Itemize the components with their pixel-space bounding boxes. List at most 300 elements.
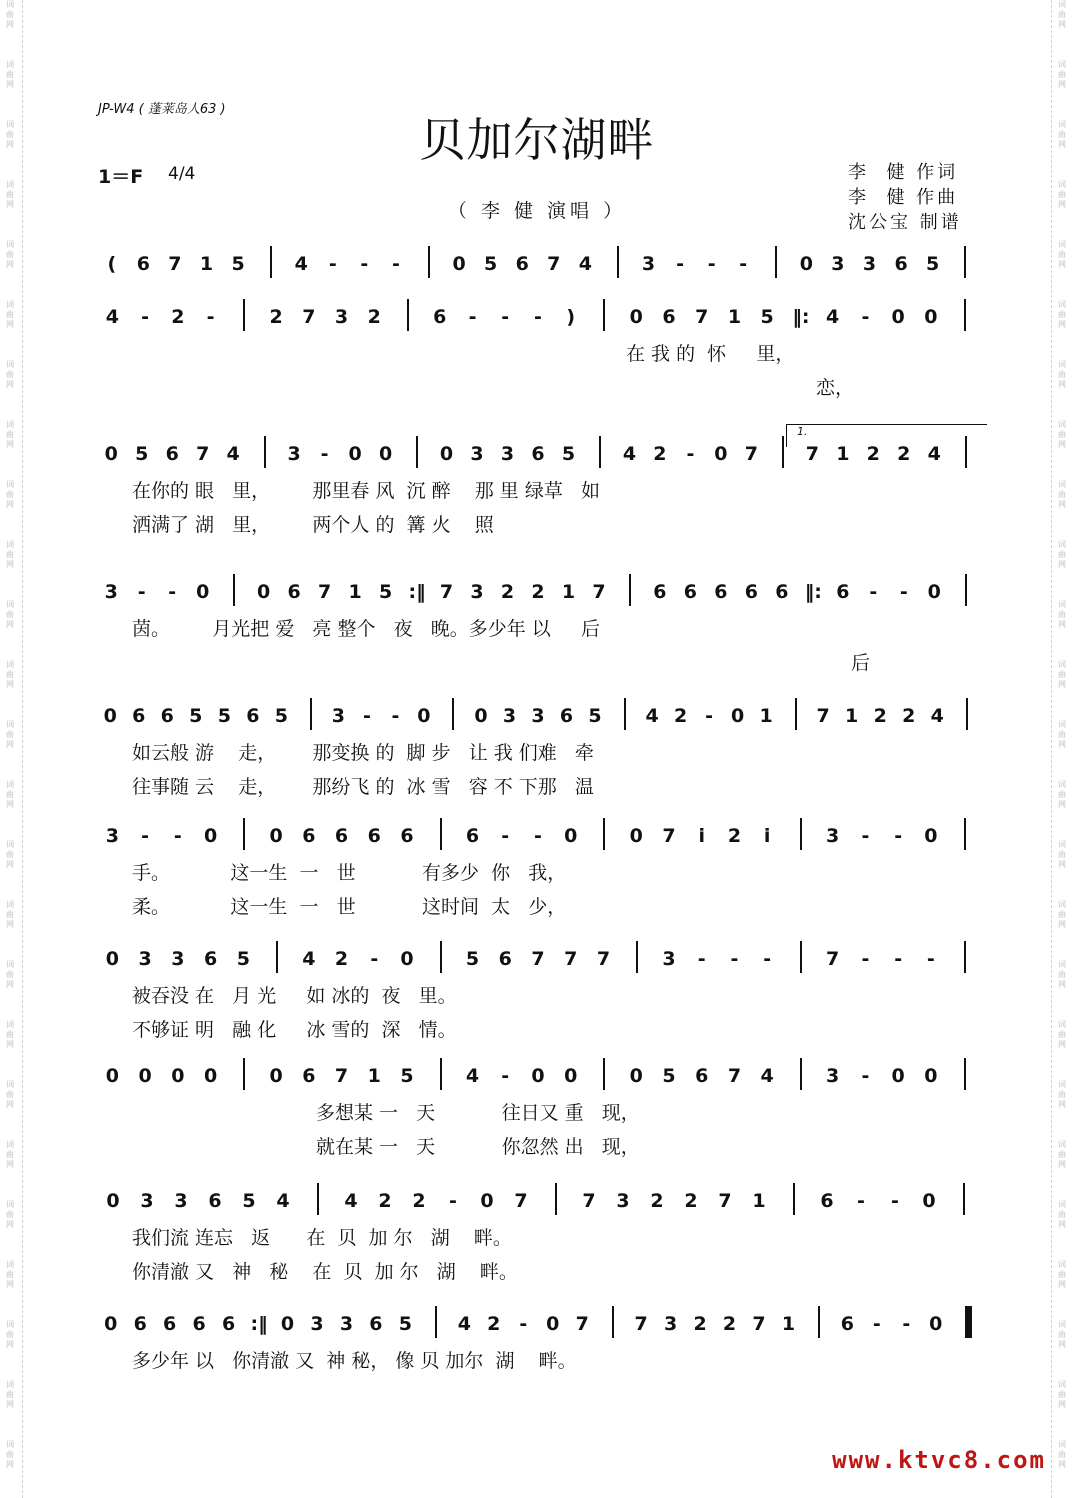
note-token: 2 xyxy=(727,825,742,847)
watermark-text: 词 曲 网 xyxy=(6,540,14,569)
note-token: 4 xyxy=(622,443,637,465)
note-token: 2 xyxy=(378,1190,392,1212)
note-token: 6 xyxy=(775,581,789,603)
note-token: 6 xyxy=(714,581,728,603)
note-token: 6 xyxy=(683,581,698,603)
note-token: 5 xyxy=(378,581,393,603)
watermark-text: 词 曲 网 xyxy=(1058,1020,1066,1049)
watermark-text: 词 曲 网 xyxy=(6,1320,14,1349)
barline xyxy=(603,299,605,331)
watermark-text: 词 曲 网 xyxy=(6,1140,14,1169)
lyric-line: 往事随 云 走， 那纷飞 的 冰 雪 容 不 下那 温 xyxy=(132,776,594,798)
watermark-text: 词 曲 网 xyxy=(1058,960,1066,989)
watermark-text: 词 曲 网 xyxy=(6,480,14,509)
note-token: 0 xyxy=(103,705,117,727)
barline xyxy=(243,818,245,850)
note-token: 0 xyxy=(799,253,813,275)
watermark-text: 词 曲 网 xyxy=(6,960,14,989)
note-token: 3 xyxy=(470,581,484,603)
watermark-text: 词 曲 网 xyxy=(6,120,14,149)
barline xyxy=(964,246,966,278)
note-token: 7 xyxy=(744,443,758,465)
watermark-text: 词 曲 网 xyxy=(6,1020,14,1049)
watermark-text: 词 曲 网 xyxy=(1058,1260,1066,1289)
barline xyxy=(964,1058,966,1090)
note-token: 3 xyxy=(502,705,517,727)
note-token: 0 xyxy=(924,825,938,847)
note-token: 5 xyxy=(588,705,602,727)
note-token: 6 xyxy=(433,306,447,328)
note-token: ) xyxy=(566,306,576,328)
note-token: 0 xyxy=(531,1065,545,1087)
note-token: i xyxy=(763,825,771,847)
note-token: 0 xyxy=(269,825,283,847)
watermark-text: 词 曲 网 xyxy=(6,420,14,449)
note-token: 7 xyxy=(826,948,840,970)
note-token: 5 xyxy=(274,705,288,727)
lyric-line: 如云般 游 走， 那变换 的 脚 步 让 我 们难 牵 xyxy=(132,742,594,764)
note-token: - xyxy=(730,948,739,970)
barline xyxy=(963,1183,965,1215)
note-token: 1 xyxy=(752,1190,766,1212)
song-title: 贝加尔湖畔 xyxy=(419,113,655,167)
note-token: - xyxy=(501,306,510,328)
barline xyxy=(612,1306,614,1338)
note-token: 6 xyxy=(840,1313,854,1335)
note-token: - xyxy=(362,705,371,727)
note-token: 7 xyxy=(592,581,606,603)
note-token: 0 xyxy=(891,306,905,328)
note-token: 1 xyxy=(199,253,214,275)
note-token: 3 xyxy=(171,948,185,970)
watermark-text: 词 曲 网 xyxy=(6,180,14,209)
note-token: 7 xyxy=(168,253,182,275)
note-token: - xyxy=(705,705,714,727)
note-token: - xyxy=(894,825,903,847)
lyric-line: 就在某 一 天 你忽然 出 现， xyxy=(316,1136,640,1158)
note-token: 4 xyxy=(226,443,240,465)
watermark-text: 词 曲 网 xyxy=(1058,180,1066,209)
note-token: 1 xyxy=(845,705,859,727)
note-token: i xyxy=(698,825,705,847)
note-token: - xyxy=(370,948,379,970)
barline xyxy=(964,941,966,973)
note-token: - xyxy=(141,306,150,328)
watermark-text: 词 曲 网 xyxy=(6,0,14,29)
note-token: 3 xyxy=(105,825,119,847)
note-token: - xyxy=(861,1065,870,1087)
note-token: - xyxy=(697,948,706,970)
notes-row xyxy=(96,822,980,856)
lyric-line: 茵。 月光把 爱 亮 整个 夜 晚。多少年 以 后 xyxy=(132,618,600,640)
watermark-text: 词 曲 网 xyxy=(6,360,14,389)
note-token: 6 xyxy=(515,253,529,275)
note-token: 4 xyxy=(344,1190,358,1212)
note-token: 5 xyxy=(217,705,231,727)
score-code: JP-W4 ( 蓬莱岛人63 ) xyxy=(98,102,226,117)
credits xyxy=(848,160,962,235)
note-token: 2 xyxy=(897,443,911,465)
note-token: - xyxy=(534,825,542,847)
note-token: 0 xyxy=(730,705,745,727)
note-token: 3 xyxy=(140,1190,154,1212)
site-watermark: www.ktvc8.com xyxy=(832,1446,1046,1474)
note-token: 6 xyxy=(160,705,174,727)
note-token: 2 xyxy=(866,443,880,465)
lyric-line: 被吞没 在 月 光 如 冰的 夜 里。 xyxy=(132,985,457,1007)
note-token: 0 xyxy=(924,306,938,328)
barline xyxy=(603,818,605,850)
lyric-line: 柔。 这一生 一 世 这时间 太 少， xyxy=(132,896,567,918)
note-token: - xyxy=(891,1190,899,1212)
watermark-text: 词 曲 网 xyxy=(1058,600,1066,629)
lyric-line: 多少年 以 你清澈 又 神 秘， 像 贝 加尔 湖 畔。 xyxy=(132,1350,577,1372)
note-token: - xyxy=(168,581,177,603)
note-token: 3 xyxy=(310,1313,324,1335)
note-token: 6 xyxy=(302,825,316,847)
note-token: :‖ xyxy=(250,1313,268,1335)
note-token: - xyxy=(861,306,870,328)
watermark-text: 词 曲 网 xyxy=(1058,420,1066,449)
note-token: 7 xyxy=(695,306,709,328)
note-token: 7 xyxy=(596,948,611,970)
barline xyxy=(264,436,266,468)
note-token: 5 xyxy=(242,1190,256,1212)
note-token: 2 xyxy=(673,705,688,727)
note-token: 4 xyxy=(465,1065,480,1087)
note-token: 3 xyxy=(104,581,118,603)
lyric-line: 洒满了 湖 里， 两个人 的 篝 火 照 xyxy=(132,514,494,536)
watermark-text: 词 曲 网 xyxy=(1058,840,1066,869)
note-token: 3 xyxy=(862,253,877,275)
barline xyxy=(800,1058,802,1090)
note-token: 0 xyxy=(417,705,431,727)
watermark-text: 词 曲 网 xyxy=(1058,60,1066,89)
notes-row xyxy=(96,945,980,979)
note-token: 1 xyxy=(561,581,576,603)
barline xyxy=(435,1306,437,1338)
barline xyxy=(800,941,802,973)
note-token: 6 xyxy=(132,705,146,727)
note-token: - xyxy=(360,253,369,275)
watermark-text: 词 曲 网 xyxy=(1058,480,1066,509)
note-token: 6 xyxy=(369,1313,383,1335)
note-token: 6 xyxy=(287,581,301,603)
note-token: 4 xyxy=(645,705,659,727)
watermark-text: 词 曲 网 xyxy=(6,60,14,89)
note-token: - xyxy=(468,306,477,328)
note-token: - xyxy=(894,948,903,970)
note-token: 7 xyxy=(302,306,316,328)
barline xyxy=(818,1306,820,1338)
note-token: 5 xyxy=(484,253,498,275)
note-token: 7 xyxy=(575,1313,589,1335)
note-token: 6 xyxy=(695,1065,709,1087)
note-token: 6 xyxy=(820,1190,834,1212)
barline xyxy=(555,1183,557,1215)
barline xyxy=(964,299,966,331)
note-token: - xyxy=(501,825,510,847)
note-token: 2 xyxy=(269,306,283,328)
note-token: 0 xyxy=(564,825,578,847)
barline xyxy=(617,246,619,278)
note-token: 6 xyxy=(136,253,150,275)
note-token: 0 xyxy=(474,705,488,727)
note-token: 2 xyxy=(487,1313,501,1335)
watermark-text: 词 曲 网 xyxy=(6,600,14,629)
note-token: 6 xyxy=(334,825,349,847)
note-token: 4 xyxy=(927,443,941,465)
barline xyxy=(964,818,966,850)
note-token: 0 xyxy=(922,1190,936,1212)
note-token: 7 xyxy=(514,1190,528,1212)
note-token: 6 xyxy=(246,705,260,727)
barline xyxy=(440,818,442,850)
notes-row xyxy=(96,303,980,337)
note-token: 0 xyxy=(203,825,218,847)
note-token: 3 xyxy=(500,443,515,465)
barline xyxy=(800,818,802,850)
note-token: - xyxy=(141,825,150,847)
note-token: 3 xyxy=(826,1065,840,1087)
note-token: 0 xyxy=(104,1313,118,1335)
note-token: 6 xyxy=(165,443,179,465)
note-token: - xyxy=(391,705,400,727)
note-token: - xyxy=(328,253,337,275)
note-token: - xyxy=(501,1065,510,1087)
note-token: 6 xyxy=(559,705,574,727)
note-token: 0 xyxy=(629,825,643,847)
note-token: 6 xyxy=(400,825,414,847)
note-token: 3 xyxy=(138,948,152,970)
note-token: 0 xyxy=(203,1065,218,1087)
note-token: - xyxy=(173,825,182,847)
note-token: 0 xyxy=(257,581,271,603)
note-token: 5 xyxy=(662,1065,676,1087)
barline xyxy=(636,941,638,973)
lyric-line: 你清澈 又 神 秘 在 贝 加 尔 湖 畔。 xyxy=(132,1261,518,1283)
note-token: - xyxy=(449,1190,457,1212)
note-token: 2 xyxy=(500,581,515,603)
note-token: 2 xyxy=(367,306,381,328)
note-token: 7 xyxy=(718,1190,732,1212)
note-token: 1 xyxy=(727,306,742,328)
watermark-text: 词 曲 网 xyxy=(6,1260,14,1289)
note-token: 3 xyxy=(531,705,545,727)
note-token: 4 xyxy=(826,306,840,328)
barline xyxy=(599,436,601,468)
note-token: 1 xyxy=(759,705,773,727)
watermark-text: 词 曲 网 xyxy=(6,1080,14,1109)
note-token: - xyxy=(763,948,772,970)
watermark-text: 词 曲 网 xyxy=(1058,1320,1066,1349)
note-token: - xyxy=(391,253,400,275)
note-token: ( xyxy=(107,253,117,275)
note-token: 7 xyxy=(317,581,332,603)
watermark-text: 词 曲 网 xyxy=(6,1380,14,1409)
credit-lyricist: 李 健 作词 xyxy=(848,162,959,183)
barline xyxy=(317,1183,319,1215)
note-token: 4 xyxy=(276,1190,290,1212)
note-token: 5 xyxy=(189,705,203,727)
note-token: 2 xyxy=(693,1313,707,1335)
note-token: 0 xyxy=(564,1065,578,1087)
note-token: 7 xyxy=(196,443,210,465)
note-token: 6 xyxy=(744,581,758,603)
note-token: 5 xyxy=(236,948,250,970)
note-token: 2 xyxy=(902,705,916,727)
watermark-text: 词 曲 网 xyxy=(6,240,14,269)
note-token: 7 xyxy=(439,581,454,603)
notes-row xyxy=(96,250,980,284)
note-token: 0 xyxy=(348,443,362,465)
barline xyxy=(243,299,245,331)
note-token: 0 xyxy=(138,1065,152,1087)
watermark-text: 词 曲 网 xyxy=(1058,660,1066,689)
barline xyxy=(966,698,968,730)
note-token: 0 xyxy=(924,1065,938,1087)
note-token: 3 xyxy=(826,825,840,847)
watermark-text: 词 曲 网 xyxy=(1058,1380,1066,1409)
notes-row xyxy=(96,702,980,736)
volta-bracket: 1. xyxy=(786,424,987,447)
barline xyxy=(407,299,409,331)
barline xyxy=(775,246,777,278)
note-token: 5 xyxy=(561,443,576,465)
note-token: 0 xyxy=(280,1313,295,1335)
note-token: 1 xyxy=(348,581,362,603)
note-token: 6 xyxy=(836,581,850,603)
note-token: 3 xyxy=(339,1313,354,1335)
watermark-text: 词 曲 网 xyxy=(1058,1200,1066,1229)
note-token: - xyxy=(869,581,878,603)
note-token: 2 xyxy=(531,581,545,603)
note-token: 0 xyxy=(891,1065,905,1087)
watermark-text: 词 曲 网 xyxy=(6,660,14,689)
note-token: 0 xyxy=(629,306,643,328)
note-token: 7 xyxy=(582,1190,596,1212)
barline xyxy=(233,574,235,606)
note-token: 6 xyxy=(221,1313,236,1335)
key-signature: 1＝F xyxy=(98,166,144,188)
note-token: 5 xyxy=(760,306,774,328)
note-token: 5 xyxy=(231,253,245,275)
note-token: 2 xyxy=(650,1190,664,1212)
note-token: 0 xyxy=(105,948,119,970)
note-token: 4 xyxy=(930,705,944,727)
note-token: 6 xyxy=(894,253,908,275)
note-token: 0 xyxy=(104,443,118,465)
note-token: 7 xyxy=(662,825,676,847)
note-token: 6 xyxy=(367,825,381,847)
note-token: 5 xyxy=(135,443,149,465)
barline xyxy=(603,1058,605,1090)
note-token: :‖ xyxy=(408,581,426,603)
note-token: - xyxy=(320,443,329,465)
note-token: 2 xyxy=(722,1313,737,1335)
watermark-text: 词 曲 网 xyxy=(1058,780,1066,809)
note-token: 7 xyxy=(634,1313,648,1335)
watermark-text: 词 曲 网 xyxy=(6,720,14,749)
note-token: - xyxy=(739,253,748,275)
right-watermark-strip xyxy=(1051,0,1074,1498)
barline xyxy=(270,246,272,278)
note-token: 1 xyxy=(367,1065,381,1087)
barline xyxy=(243,1058,245,1090)
note-token: 2 xyxy=(684,1190,698,1212)
note-token: - xyxy=(206,306,215,328)
note-token: 7 xyxy=(531,948,545,970)
note-token: 0 xyxy=(546,1313,560,1335)
note-token: 4 xyxy=(302,948,316,970)
watermark-text: 词 曲 网 xyxy=(6,780,14,809)
watermark-text: 词 曲 网 xyxy=(1058,120,1066,149)
note-token: - xyxy=(137,581,146,603)
watermark-text: 词 曲 网 xyxy=(1058,300,1066,329)
note-token: 2 xyxy=(334,948,349,970)
note-token: 6 xyxy=(208,1190,222,1212)
lyric-line: 我们流 连忘 返 在 贝 加 尔 湖 畔。 xyxy=(132,1227,512,1249)
note-token: 1 xyxy=(836,443,850,465)
note-token: 6 xyxy=(498,948,512,970)
watermark-text: 词 曲 网 xyxy=(1058,1140,1066,1169)
note-token: 4 xyxy=(105,306,119,328)
lyric-line: 恋， xyxy=(816,377,855,399)
note-token: 7 xyxy=(334,1065,349,1087)
note-token: 4 xyxy=(578,253,592,275)
note-token: 0 xyxy=(400,948,414,970)
note-token: 3 xyxy=(662,948,676,970)
singer-line: （ 李 健 演唱 ） xyxy=(447,200,627,222)
note-token: 6 xyxy=(465,825,480,847)
note-token: 2 xyxy=(653,443,667,465)
note-token: 7 xyxy=(727,1065,742,1087)
barline xyxy=(276,941,278,973)
note-token: - xyxy=(707,253,716,275)
note-token: 3 xyxy=(616,1190,630,1212)
lyric-line: 不够证 明 融 化 冰 雪的 深 情。 xyxy=(132,1019,457,1041)
note-token: 0 xyxy=(714,443,728,465)
note-token: 0 xyxy=(105,1065,119,1087)
note-token: 6 xyxy=(531,443,545,465)
note-token: 0 xyxy=(927,581,941,603)
barline xyxy=(428,246,430,278)
note-token: 6 xyxy=(662,306,676,328)
note-token: 3 xyxy=(287,443,301,465)
note-token: 0 xyxy=(106,1190,120,1212)
note-token: 4 xyxy=(294,253,308,275)
note-token: 3 xyxy=(641,253,656,275)
lyric-line: 在你的 眼 里， 那里春 风 沉 醉 那 里 绿草 如 xyxy=(132,480,600,502)
credit-arranger: 沈公宝 制谱 xyxy=(848,212,962,233)
barline xyxy=(793,1183,795,1215)
watermark-text: 词 曲 网 xyxy=(6,900,14,929)
note-token: 7 xyxy=(752,1313,766,1335)
note-token: 0 xyxy=(629,1065,643,1087)
barline xyxy=(965,1306,972,1338)
note-token: 0 xyxy=(439,443,454,465)
note-token: 6 xyxy=(133,1313,147,1335)
note-token: - xyxy=(902,1313,911,1335)
note-token: 3 xyxy=(663,1313,678,1335)
note-token: 6 xyxy=(203,948,218,970)
note-token: 7 xyxy=(816,705,830,727)
credit-composer: 李 健 作曲 xyxy=(848,187,959,208)
note-token: 0 xyxy=(480,1190,494,1212)
watermark-text: 词 曲 网 xyxy=(1058,0,1066,29)
note-token: - xyxy=(534,306,542,328)
note-token: 0 xyxy=(269,1065,283,1087)
